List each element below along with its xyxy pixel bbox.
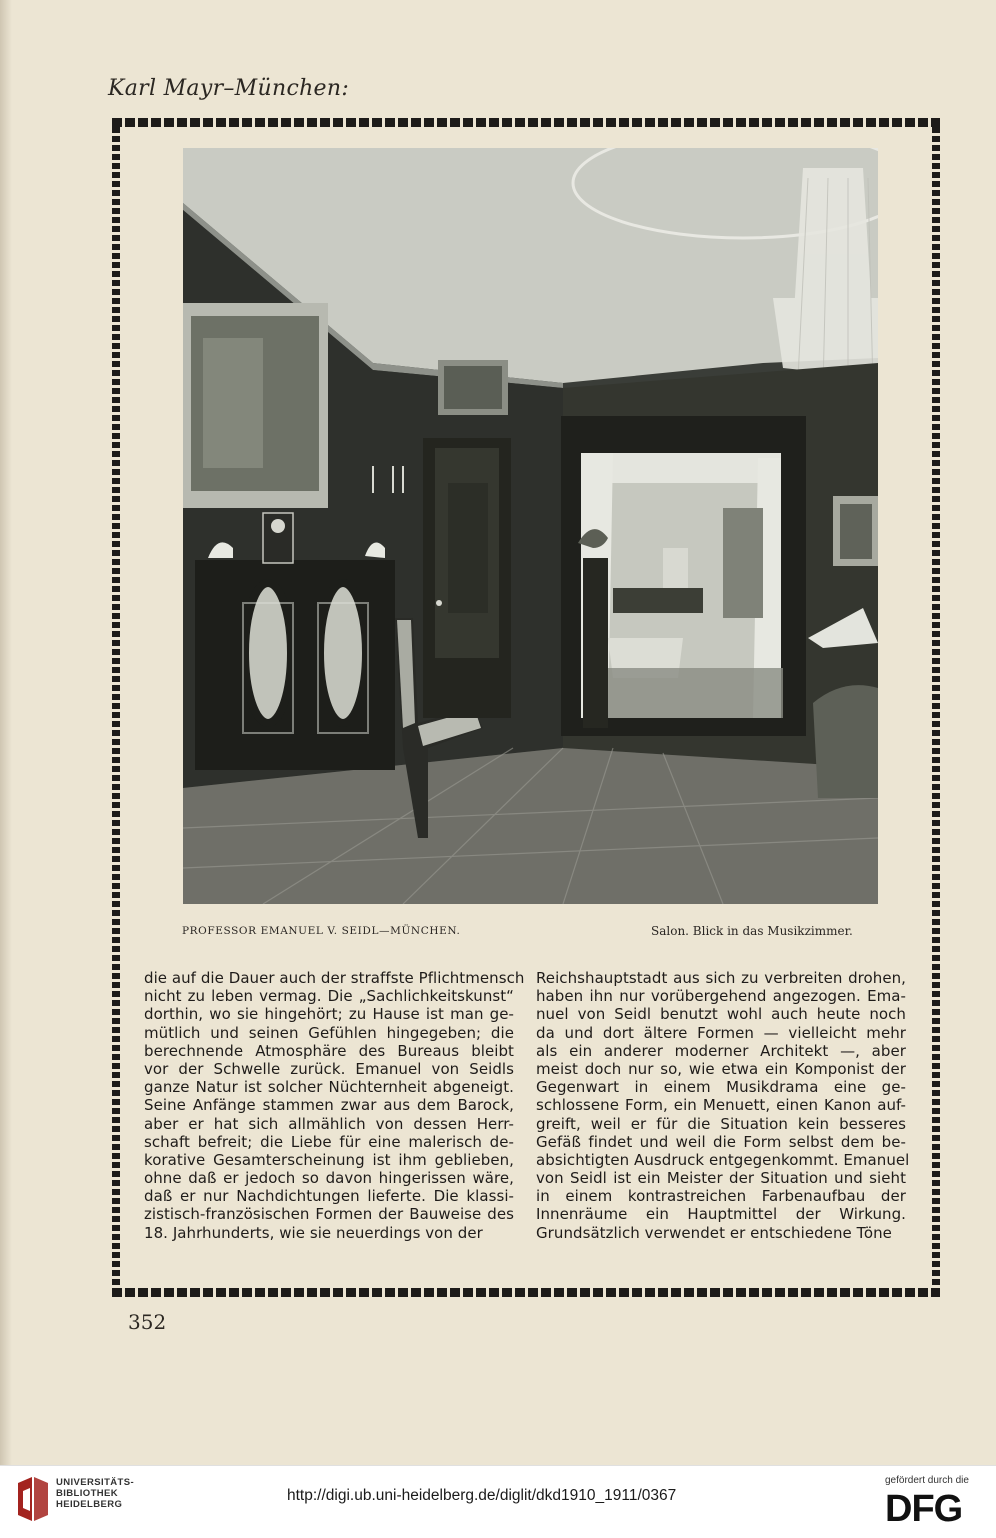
library-name (56, 1477, 134, 1510)
library-logo-icon (14, 1475, 50, 1527)
text-line: haben ihn nur vorübergehend angezogen. Ema- (536, 987, 906, 1006)
text-line: Reichshauptstadt aus sich zu verbreiten drohen, (536, 969, 906, 987)
text-line: da und dort ältere Formen — vielleicht mehr (536, 1023, 906, 1042)
text-line: Innenräume ein Hauptmittel der Wirkung. (536, 1205, 906, 1224)
text-line: schlossene Form, ein Menuett, einen Kanon auf- (536, 1096, 906, 1115)
text-line: Grundsätzlich verwendet er entschiedene Töne (536, 1223, 892, 1242)
text-line: schaft befreit; die Liebe für eine malerisch de- (144, 1132, 514, 1151)
text-line: Gegenwart in einem Musikdrama eine ge- (536, 1078, 906, 1097)
running-head: Karl Mayr–München: (108, 76, 350, 101)
decorative-border-bottom (112, 1288, 940, 1297)
text-line: daß er nur Nachdichtungen lieferte. Die klassi- (144, 1187, 514, 1206)
text-line: meist doch nur so, wie etwa ein Komponist der (536, 1059, 906, 1078)
text-line: berechnende Atmosphäre des Bureaus bleibt (144, 1041, 514, 1060)
text-line: absichtigten Ausdruck entgegenkommt. Emanuel (536, 1150, 910, 1169)
text-line: nicht zu leben vermag. Die „Sachlichkeitskunst“ (144, 987, 514, 1006)
text-line: in einem kontrastreichen Farbenaufbau der (536, 1187, 906, 1206)
library-name-line: UNIVERSITÄTS- (56, 1477, 135, 1488)
text-column-left (144, 969, 525, 1242)
library-name-line: HEIDELBERG (56, 1499, 123, 1510)
text-line: aber er hat sich allmählich von dessen Herr- (144, 1114, 514, 1133)
text-line: 18. Jahrhunderts, wie sie neuerdings von der (144, 1223, 483, 1242)
permalink-url[interactable]: http://digi.ub.uni-heidelberg.de/diglit/dkd1910_1911/0367 (287, 1487, 677, 1504)
text-line: greift, weil er für die Situation kein besseres (536, 1114, 906, 1133)
text-line: von Seidl ist ein Meister der Situation und sieht (536, 1169, 906, 1188)
footer-bar (0, 1465, 996, 1538)
decorative-border-top (112, 118, 940, 127)
photo-caption-title: Salon. Blick in das Musikzimmer. (651, 924, 853, 938)
text-column-right (536, 969, 910, 1242)
photo-caption-credit: PROFESSOR EMANUEL V. SEIDL—MÜNCHEN. (182, 925, 461, 937)
text-line: dorthin, wo sie hingehört; zu Hause ist man ge- (144, 1005, 514, 1024)
text-line: korative Gesamterscheinung ist ihm geblieben, (144, 1150, 514, 1169)
funded-by-label: gefördert durch die (885, 1475, 969, 1486)
text-line: Seine Anfänge stammen zwar aus dem Barock, (144, 1096, 514, 1115)
text-line: mütlich und seinen Gefühlen hingegeben; die (144, 1023, 514, 1042)
text-line: zistisch-französischen Formen der Bauweise des (144, 1205, 514, 1224)
text-line: Gefäß findet und weil die Form selbst dem be- (536, 1132, 906, 1151)
text-line: ganze Natur ist solcher Nüchternheit abgeneigt. (144, 1078, 514, 1097)
text-line: nuel von Seidl benutzt wohl auch heute noch (536, 1005, 906, 1024)
decorative-border-left (112, 118, 120, 1297)
library-name-line: BIBLIOTHEK (56, 1488, 119, 1499)
text-line: als ein anderer moderner Architekt —, aber (536, 1041, 906, 1060)
dfg-logo[interactable]: DFG (885, 1488, 963, 1530)
text-line: ohne daß er jedoch so davon hingerissen wäre, (144, 1169, 514, 1188)
text-line: die auf die Dauer auch der straffste Pflichtmensch (144, 969, 525, 987)
decorative-border-right (932, 118, 940, 1297)
page-number: 352 (128, 1310, 167, 1334)
text-line: vor der Schwelle zurück. Emanuel von Seidls (144, 1059, 514, 1078)
interior-photograph (183, 148, 878, 904)
